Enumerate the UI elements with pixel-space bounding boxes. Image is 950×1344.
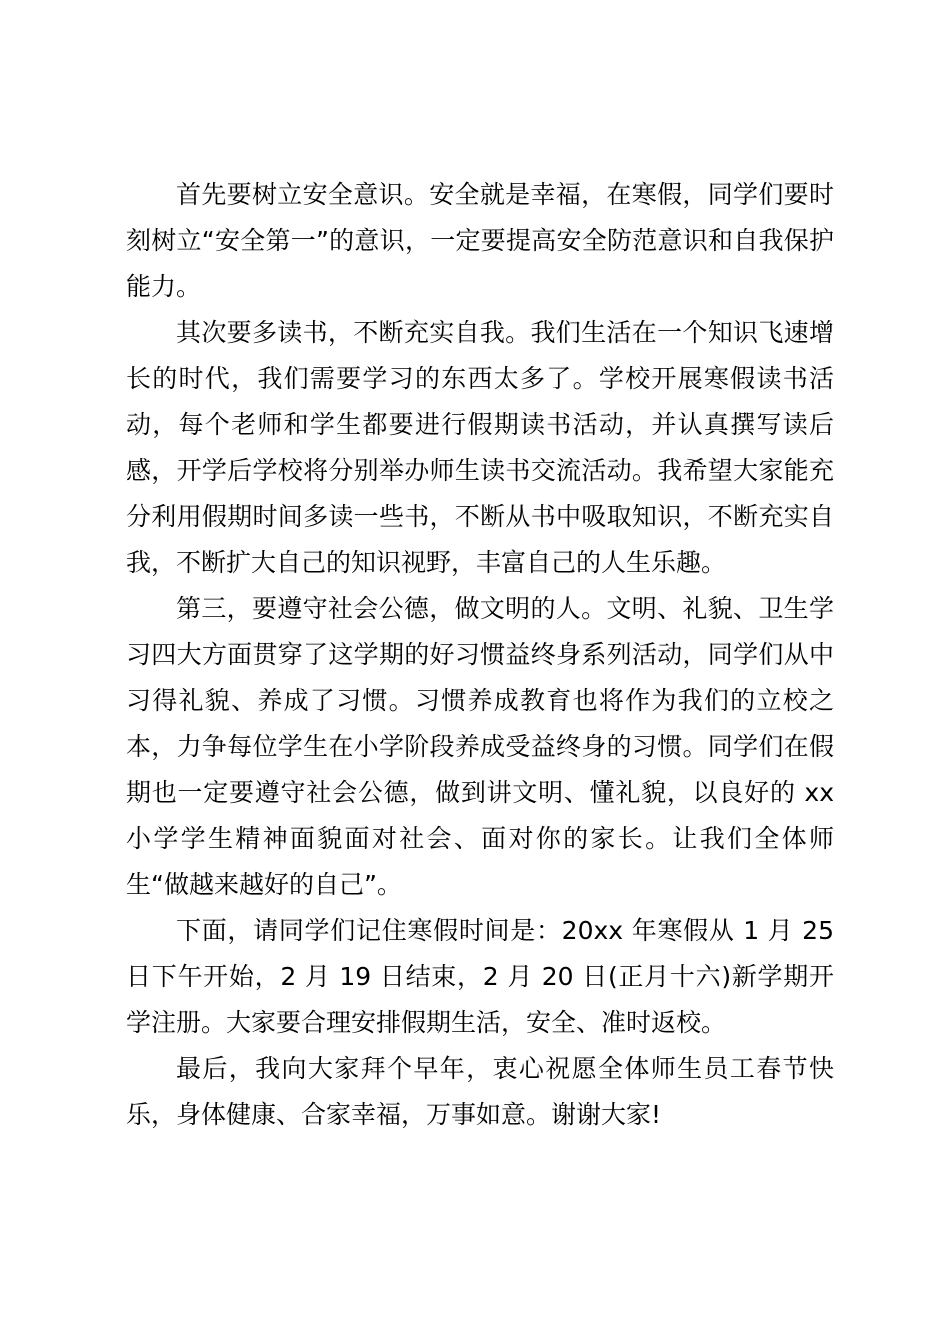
paragraph-closing: 最后，我向大家拜个早年，衷心祝愿全体师生员工春节快乐，身体健康、合家幸福，万事如意。谢谢大家! (126, 1054, 834, 1129)
paragraph-reading: 其次要多读书，不断充实自我。我们生活在一个知识飞速增长的时代，我们需要学习的东西太多了。学校开展寒假读书活动，每个老师和学生都要进行假期读书活动，并认真撰写读后感，开学后学校将分别举办师生读书交流活动。我希望大家能充分利用假期时间多读一些书，不断从书中吸取知识，不断充实自我，不断扩大自己的知识视野，丰富自己的人生乐趣。 (126, 318, 834, 577)
document-body (126, 172, 834, 1138)
paragraph-safety: 首先要树立安全意识。安全就是幸福，在寒假，同学们要时刻树立“安全第一”的意识，一定要提高安全防范意识和自我保护能力。 (126, 180, 834, 301)
paragraph-holiday-schedule: 下面，请同学们记住寒假时间是：20xx 年寒假从 1 月 25 日下午开始，2 月 19 日结束，2 月 20 日(正月十六)新学期开学注册。大家要合理安排假期生活，安全、准时返校。 (126, 916, 834, 1037)
paragraph-civility: 第三，要遵守社会公德，做文明的人。文明、礼貌、卫生学习四大方面贯穿了这学期的好习惯益终身系列活动，同学们从中习得礼貌、养成了习惯。习惯养成教育也将作为我们的立校之本，力争每位学生在小学阶段养成受益终身的习惯。同学们在假期也一定要遵守社会公德，做到讲文明、懂礼貌，以良好的 xx 小学学生精神面貌面对社会、面对你的家长。让我们全体师生“做越来越好的自己”。 (126, 594, 834, 899)
